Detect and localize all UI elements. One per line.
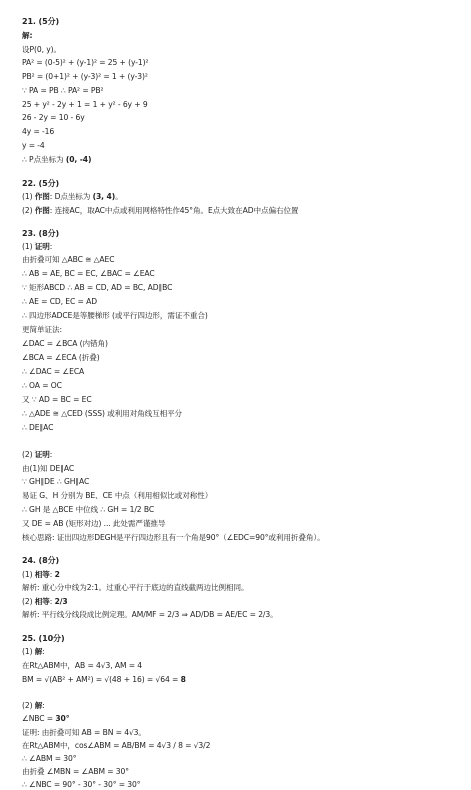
q22-part1-label: (1): [22, 192, 33, 201]
q22-part2-label: (2): [22, 206, 33, 215]
q24-part1-value: 2: [54, 570, 60, 579]
q22-part1-bold: 作图: [34, 192, 50, 201]
q21-jie: 解:: [22, 31, 33, 40]
q22-part1-text: : D点坐标为: [49, 192, 91, 201]
q25-bm-calc: [22, 674, 186, 685]
q25-part1-label: (1): [22, 647, 33, 656]
q23-line: 又 DE = AB (矩形对边) ... 此处需严谨推导: [22, 519, 166, 528]
q23-line: ∴ AB = AE, BC = EC, ∠BAC = ∠EAC: [22, 269, 155, 278]
q22-part2-bold: 作图: [34, 206, 50, 215]
q25-part2-colon: :: [42, 701, 45, 710]
q21-line: y = -4: [22, 141, 45, 150]
q24-part1-label: (1): [22, 570, 33, 579]
q23-heading: 23. (8分): [22, 229, 60, 238]
q24-part1-bold: 相等: [34, 570, 50, 579]
q23-line: ∴ AE = CD, EC = AD: [22, 297, 97, 306]
q23-line: ∠BCA = ∠ECA (折叠): [22, 353, 100, 362]
q22-part1-end: 。: [115, 192, 123, 201]
q23-line: ∴ △ADE ≅ △CED (SSS) 或利用对角线互相平分: [22, 409, 183, 418]
q25-part1-colon: :: [42, 647, 45, 656]
q24-heading: 24. (8分): [22, 556, 60, 565]
q23-line: ∠DAC = ∠BCA (内错角): [22, 339, 108, 348]
q23-part1-label: (1): [22, 242, 33, 251]
q25-line: 证明: 由折叠可知 AB = BN = 4√3。: [22, 728, 146, 737]
q22-part2-text: : 连接AC，取AC中点或利用网格特性作45°角。E点大致在AD中点偏右位置: [49, 206, 299, 215]
q25-part2-title: [22, 700, 45, 711]
q23-line: ∵ GH∥DE ∴ GH∥AC: [22, 477, 90, 486]
q22-part1-value: (3, 4): [92, 192, 116, 201]
q25-line: 在Rt△ABM中，AB = 4√3, AM = 4: [22, 661, 143, 670]
q25-bm-result: 8: [180, 675, 186, 684]
q23-line: 由折叠可知 △ABC ≅ △AEC: [22, 255, 115, 264]
q23-line: ∴ DE∥AC: [22, 423, 54, 432]
q21-line: 4y = -16: [22, 127, 55, 136]
q23-part1-title: [22, 241, 52, 252]
q21-answer: [22, 154, 91, 165]
q21-heading: 21. (5分): [22, 17, 60, 26]
q21-line: 26 - 2y = 10 - 6y: [22, 113, 85, 122]
q21-line: PA² = (0-5)² + (y-1)² = 25 + (y-1)²: [22, 58, 149, 67]
q23-part2-bold: 证明: [34, 450, 50, 459]
q21-line: 设P(0, y)。: [22, 45, 61, 54]
q23-part2-label: (2): [22, 450, 33, 459]
q21-answer-value: (0, -4): [65, 155, 92, 164]
q23-line: ∴ GH 是 △BCE 中位线 ∴ GH = 1/2 BC: [22, 505, 155, 514]
q25-part2-label: (2): [22, 701, 33, 710]
q21-line: 25 + y² - 2y + 1 = 1 + y² - 6y + 9: [22, 100, 148, 109]
q23-line: 核心思路: 证出四边形DEGH是平行四边形且有一个角是90°（∠EDC=90°或利用折叠角）。: [22, 533, 325, 542]
q25-nbc-prefix: ∠NBC =: [22, 714, 56, 723]
q22-part1: [22, 191, 123, 202]
q23-line: ∵ 矩形ABCD ∴ AB = CD, AD = BC, AD∥BC: [22, 283, 173, 292]
q22-part2: [22, 205, 298, 216]
q21-line: PB² = (0+1)² + (y-3)² = 1 + (y-3)²: [22, 72, 148, 81]
q25-heading: 25. (10分): [22, 634, 65, 643]
q23-part1-colon: :: [49, 242, 53, 251]
q25-nbc-value: 30°: [55, 714, 70, 723]
q23-line: 更简单证法:: [22, 325, 62, 334]
q23-part2-colon: :: [49, 450, 53, 459]
q23-line: 又 ∵ AD = BC = EC: [22, 395, 92, 404]
q25-line: 在Rt△ABM中，cos∠ABM = AB/BM = 4√3 / 8 = √3/2: [22, 741, 211, 750]
q25-line: ∴ ∠ABM = 30°: [22, 754, 77, 763]
q25-part1-title: [22, 646, 45, 657]
q25-line: 由折叠 ∠MBN = ∠ABM = 30°: [22, 767, 129, 776]
q25-bm-calc-text: BM = √(AB² + AM²) = √(48 + 16) = √64 =: [22, 675, 181, 684]
q21-line: ∵ PA = PB ∴ PA² = PB²: [22, 86, 104, 95]
q23-part1-bold: 证明: [34, 242, 50, 251]
q23-part2-title: [22, 449, 52, 460]
q25-part1-bold: 解: [34, 647, 43, 656]
q23-line: 由(1)知 DE∥AC: [22, 464, 75, 473]
q24-part2-explain: 解析: 平行线分线段成比例定理。AM/MF = 2/3 ⇒ AD/DB = AE/EC = 2/3。: [22, 610, 278, 619]
q24-part2-value: 2/3: [54, 597, 68, 606]
q25-line: ∴ ∠NBC = 90° - 30° - 30° = 30°: [22, 780, 141, 789]
q24-part2-bold: 相等: [34, 597, 50, 606]
q22-heading: 22. (5分): [22, 179, 60, 188]
q25-nbc: [22, 713, 69, 724]
q24-part1: (1) 相等: 2: [22, 570, 60, 579]
q23-line: ∴ OA = OC: [22, 381, 62, 390]
q24-part2-label: (2): [22, 597, 33, 606]
q25-part2-bold: 解: [34, 701, 43, 710]
q23-line: ∴ ∠DAC = ∠ECA: [22, 367, 85, 376]
q24-part2: (2) 相等: 2/3: [22, 597, 68, 606]
q23-line: 易证 G、H 分别为 BE、CE 中点（利用相似比或对称性）: [22, 491, 213, 500]
q23-line: ∴ 四边形ADCE是等腰梯形 (或平行四边形，需证不重合): [22, 311, 208, 320]
q24-part1-explain: 解析: 重心分中线为2:1。过重心平行于底边的直线截两边比例相同。: [22, 583, 249, 592]
q21-answer-prefix: ∴ P点坐标为: [22, 155, 64, 164]
